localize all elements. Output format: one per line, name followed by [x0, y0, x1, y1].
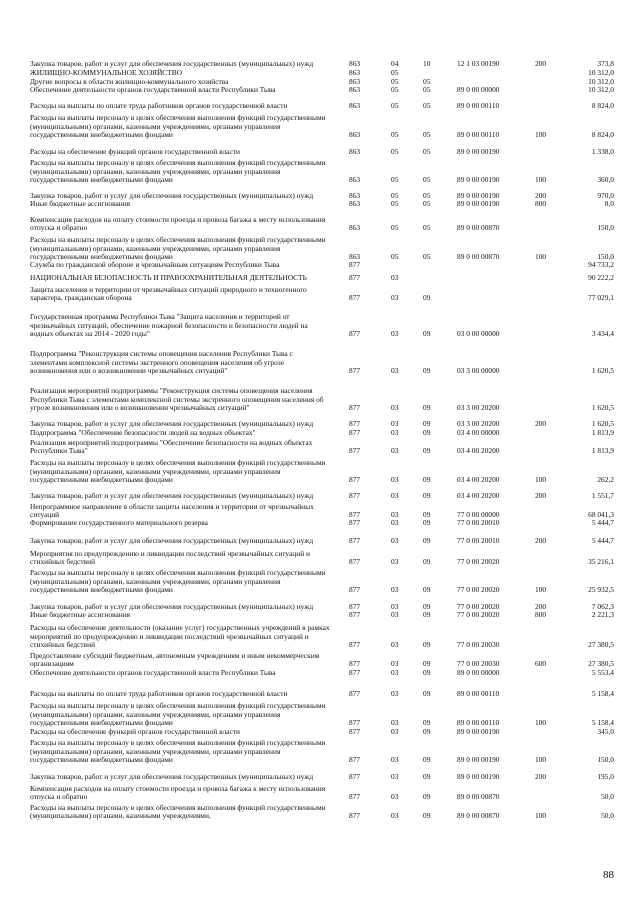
row-amount: 1 620,5	[591, 365, 614, 375]
row-target-article: 77 0 00 20020	[457, 584, 500, 594]
table-row	[0, 259, 640, 269]
row-admin-code: 877	[349, 365, 361, 375]
row-target-article: 89 0 00 00000	[457, 84, 500, 94]
row-amount: 10 312,0	[588, 76, 614, 86]
row-target-article: 77 0 00 20020	[457, 556, 500, 566]
row-expense-type: 600	[535, 658, 547, 668]
row-subsection-code: 09	[423, 402, 431, 412]
row-target-article: 89 0 00 00190	[457, 174, 500, 184]
row-expense-type: 100	[535, 810, 547, 820]
row-section-code: 05	[391, 198, 399, 208]
row-subsection-code: 09	[423, 535, 431, 545]
row-admin-code: 877	[349, 427, 361, 437]
row-amount: 1 551,7	[591, 490, 614, 500]
row-expense-type: 200	[535, 418, 547, 428]
table-row	[0, 568, 640, 594]
row-admin-code: 877	[349, 584, 361, 594]
row-section-code: 05	[391, 129, 399, 139]
row-amount: 1 620,5	[591, 402, 614, 412]
row-section-code: 03	[391, 667, 399, 677]
row-section-code: 03	[391, 639, 399, 649]
row-admin-code: 877	[349, 609, 361, 619]
row-target-article: 03 3 00 00000	[457, 365, 500, 375]
row-expense-type: 100	[535, 174, 547, 184]
row-admin-code: 877	[349, 639, 361, 649]
row-section-code: 03	[391, 658, 399, 668]
row-section-code: 05	[391, 146, 399, 156]
row-amount: 5 444,7	[591, 535, 614, 545]
row-admin-code: 877	[349, 517, 361, 527]
row-subsection-code: 09	[423, 717, 431, 727]
table-row	[0, 113, 640, 139]
row-name: Закупка товаров, работ и услуг для обеспечения государственных (муниципальных) нужд	[30, 601, 314, 611]
table-row	[0, 214, 640, 232]
row-amount: 1 813,9	[591, 445, 614, 455]
row-admin-code: 877	[349, 726, 361, 736]
row-subsection-code: 05	[423, 76, 431, 86]
row-target-article: 89 0 00 00870	[457, 791, 500, 801]
row-amount: 27 380,5	[588, 639, 614, 649]
row-name: Расходы на выплаты персоналу в целях обеспечения выполнения функций государственными (муниципальными) органами, казенными учреждениями, органами управления государственными внебюджетными фондами	[30, 235, 326, 261]
row-subsection-code: 09	[423, 810, 431, 820]
row-name: Закупка товаров, работ и услуг для обеспечения государственных (муниципальных) нужд	[30, 771, 314, 781]
row-section-code: 05	[391, 222, 399, 232]
row-amount: 2 221,3	[591, 609, 614, 619]
row-amount: 262,2	[597, 474, 614, 484]
table-row	[0, 490, 640, 500]
row-target-article: 77 0 00 20030	[457, 639, 500, 649]
row-section-code: 03	[391, 509, 399, 519]
table-row	[0, 158, 640, 184]
row-name: Расходы на обеспечение функций органов государственной власти	[30, 146, 240, 156]
row-subsection-code: 05	[423, 222, 431, 232]
row-target-article: 03 4 00 20200	[457, 445, 500, 455]
row-section-code: 03	[391, 418, 399, 428]
row-section-code: 03	[391, 754, 399, 764]
row-admin-code: 877	[349, 292, 361, 302]
row-target-article: 89 0 00 00110	[457, 717, 500, 727]
row-target-article: 77 0 00 20010	[457, 535, 500, 545]
row-admin-code: 877	[349, 754, 361, 764]
row-name: Другие вопросы в области жилищно-коммунального хозяйства	[30, 76, 229, 86]
row-name: Закупка товаров, работ и услуг для обеспечения государственных (муниципальных) нужд	[30, 58, 314, 68]
row-section-code: 03	[391, 810, 399, 820]
row-subsection-code: 05	[423, 100, 431, 110]
row-name: Реализация мероприятий подпрограммы "Обеспечение безопасности на водных объектах Республики Тыва"	[30, 437, 313, 455]
row-target-article: 89 0 00 00110	[457, 688, 500, 698]
row-section-code: 03	[391, 402, 399, 412]
row-target-article: 89 0 00 00190	[457, 146, 500, 156]
row-admin-code: 877	[349, 771, 361, 781]
row-section-code: 03	[391, 328, 399, 338]
row-section-code: 03	[391, 584, 399, 594]
row-subsection-code: 10	[423, 58, 431, 68]
row-amount: 77 029,1	[588, 292, 614, 302]
row-admin-code: 863	[349, 190, 361, 200]
row-amount: 27 380,5	[588, 658, 614, 668]
row-amount: 345,0	[597, 726, 614, 736]
row-subsection-code: 09	[423, 658, 431, 668]
row-amount: 970,0	[597, 190, 614, 200]
row-target-article: 89 0 00 00190	[457, 198, 500, 208]
row-section-code: 05	[391, 251, 399, 261]
row-section-code: 05	[391, 76, 399, 86]
table-row	[0, 349, 640, 375]
row-target-article: 89 0 00 00870	[457, 251, 500, 261]
row-amount: 5 158,4	[591, 717, 614, 727]
table-row	[0, 535, 640, 545]
row-admin-code: 863	[349, 251, 361, 261]
row-subsection-code: 09	[423, 726, 431, 736]
row-expense-type: 200	[535, 601, 547, 611]
row-admin-code: 863	[349, 174, 361, 184]
row-name: Реализация мероприятий подпрограммы "Реконструкция системы оповещения населения Республики Тыва с элементами комплексной системы экстренного оповещения населения об угрозе возникновения или о возникновении чрезвычайных ситуаций"	[30, 386, 324, 412]
row-name: Закупка товаров, работ и услуг для обеспечения государственных (муниципальных) нужд	[30, 190, 314, 200]
row-subsection-code: 09	[423, 771, 431, 781]
row-expense-type: 200	[535, 190, 547, 200]
row-target-article: 77 0 00 20030	[457, 658, 500, 668]
row-subsection-code: 09	[423, 556, 431, 566]
table-row	[0, 667, 640, 677]
row-admin-code: 877	[349, 474, 361, 484]
row-admin-code: 863	[349, 198, 361, 208]
row-name: Подпрограмма "Обеспечение безопасности людей на водных объектах"	[30, 427, 256, 437]
row-subsection-code: 09	[423, 418, 431, 428]
row-subsection-code: 09	[423, 667, 431, 677]
table-row	[0, 146, 640, 156]
table-row	[0, 272, 640, 282]
row-amount: 25 932,5	[588, 584, 614, 594]
row-target-article: 77 0 00 20020	[457, 609, 500, 619]
row-expense-type: 200	[535, 58, 547, 68]
row-admin-code: 877	[349, 667, 361, 677]
row-target-article: 89 0 00 00110	[457, 129, 500, 139]
row-expense-type: 100	[535, 474, 547, 484]
row-subsection-code: 09	[423, 445, 431, 455]
row-expense-type: 100	[535, 754, 547, 764]
row-subsection-code: 09	[423, 791, 431, 801]
row-amount: 150,0	[597, 251, 614, 261]
row-target-article: 89 0 00 00870	[457, 222, 500, 232]
row-expense-type: 100	[535, 129, 547, 139]
row-admin-code: 877	[349, 658, 361, 668]
row-admin-code: 863	[349, 67, 361, 77]
row-name: Непрограммное направление в области защиты населения и территории от чрезвычайных ситуаций	[30, 501, 314, 519]
row-subsection-code: 09	[423, 609, 431, 619]
row-target-article: 77 0 00 20010	[457, 517, 500, 527]
row-admin-code: 877	[349, 601, 361, 611]
row-subsection-code: 09	[423, 292, 431, 302]
row-name: Подпрограмма "Реконструкция системы оповещения населения Республики Тыва с элементами комплексной системы экстренного оповещения населения об угрозе возникновения или о возникновении чрезвычайных ситуаций"	[30, 349, 293, 375]
row-subsection-code: 09	[423, 517, 431, 527]
row-section-code: 03	[391, 771, 399, 781]
row-target-article: 89 0 00 00190	[457, 726, 500, 736]
row-amount: 1 620,5	[591, 418, 614, 428]
row-name: Расходы на выплаты персоналу в целях обеспечения выполнения функций государственными (муниципальными) органами, казенными учреждениями, органами управления государственными внебюджетными фондами	[30, 701, 326, 727]
row-subsection-code: 05	[423, 251, 431, 261]
table-row	[0, 198, 640, 208]
page-number: 88	[603, 869, 614, 881]
table-row	[0, 609, 640, 619]
row-expense-type: 100	[535, 584, 547, 594]
row-subsection-code: 05	[423, 198, 431, 208]
row-amount: 373,8	[597, 58, 614, 68]
row-subsection-code: 09	[423, 688, 431, 698]
row-amount: 360,0	[597, 174, 614, 184]
row-name: Расходы на выплаты по оплате труда работников органов государственной власти	[30, 688, 288, 698]
row-name: Защита населения и территории от чрезвычайных ситуаций природного и техногенного характера, гражданская оборона	[30, 284, 307, 302]
table-row	[0, 548, 640, 566]
row-section-code: 03	[391, 717, 399, 727]
row-section-code: 05	[391, 67, 399, 77]
table-row	[0, 284, 640, 302]
row-expense-type: 800	[535, 609, 547, 619]
row-name: Расходы на выплаты персоналу в целях обеспечения выполнения функций государственными (муниципальными) органами, казенными учреждениями, органами управления государственными внебюджетными фондами	[30, 568, 326, 594]
row-expense-type: 100	[535, 251, 547, 261]
row-expense-type: 200	[535, 771, 547, 781]
row-expense-type: 200	[535, 535, 547, 545]
row-admin-code: 877	[349, 328, 361, 338]
row-name: Расходы на выплаты персоналу в целях обеспечения выполнения функций государственными (муниципальными) органами, казенными учреждениями,	[30, 802, 326, 820]
row-amount: 8 824,0	[591, 100, 614, 110]
row-amount: 1 338,0	[591, 146, 614, 156]
row-section-code: 03	[391, 556, 399, 566]
row-amount: 10 312,0	[588, 84, 614, 94]
row-target-article: 03 0 00 00000	[457, 328, 500, 338]
row-expense-type: 800	[535, 198, 547, 208]
row-subsection-code: 09	[423, 328, 431, 338]
row-target-article: 03 4 00 00000	[457, 427, 500, 437]
row-subsection-code: 09	[423, 490, 431, 500]
row-subsection-code: 09	[423, 509, 431, 519]
row-subsection-code: 05	[423, 129, 431, 139]
row-section-code: 03	[391, 474, 399, 484]
row-subsection-code: 09	[423, 584, 431, 594]
row-name: Иные бюджетные ассигнования	[30, 609, 131, 619]
row-target-article: 89 0 00 00190	[457, 754, 500, 764]
row-name: Компенсация расходов на оплату стоимости проезда и провоза багажа к месту использования отпуска и обратно	[30, 214, 326, 232]
row-name: ЖИЛИЩНО-КОММУНАЛЬНОЕ ХОЗЯЙСТВО	[30, 67, 183, 77]
table-row	[0, 427, 640, 437]
row-section-code: 05	[391, 84, 399, 94]
row-target-article: 89 0 00 00110	[457, 100, 500, 110]
table-row	[0, 458, 640, 484]
row-target-article: 89 0 00 00870	[457, 810, 500, 820]
table-row	[0, 623, 640, 649]
row-subsection-code: 09	[423, 639, 431, 649]
row-name: Расходы на выплаты персоналу в целях обеспечения выполнения функций государственными (муниципальными) органами, казенными учреждениями, органами управления государственными внебюджетными фондами	[30, 113, 326, 139]
row-name: Расходы на выплаты персоналу в целях обеспечения выполнения функций государственными (муниципальными) органами, казенными учреждениями, органами управления государственными внебюджетными фондами	[30, 458, 326, 484]
row-admin-code: 877	[349, 509, 361, 519]
table-row	[0, 312, 640, 338]
row-amount: 8,0	[604, 198, 614, 208]
row-section-code: 03	[391, 517, 399, 527]
row-name: Обеспечение деятельности органов государственной власти Республики Тыва	[30, 84, 276, 94]
row-section-code: 03	[391, 365, 399, 375]
row-admin-code: 877	[349, 717, 361, 727]
table-row	[0, 517, 640, 527]
row-target-article: 03 4 00 20200	[457, 474, 500, 484]
row-section-code: 03	[391, 292, 399, 302]
table-row	[0, 783, 640, 801]
row-name: Компенсация расходов на оплату стоимости проезда и провоза багажа к месту использования отпуска и обратно	[30, 783, 326, 801]
row-name: Мероприятия по предупреждению и ликвидации последствий чрезвычайных ситуаций и стихийных бедствий	[30, 548, 310, 566]
row-amount: 94 733,2	[588, 259, 614, 269]
row-subsection-code: 05	[423, 190, 431, 200]
row-amount: 50,0	[601, 791, 614, 801]
row-admin-code: 877	[349, 556, 361, 566]
row-section-code: 03	[391, 445, 399, 455]
row-amount: 68 041,3	[588, 509, 614, 519]
row-admin-code: 863	[349, 146, 361, 156]
row-target-article: 89 0 00 00190	[457, 771, 500, 781]
row-section-code: 04	[391, 58, 399, 68]
row-section-code: 03	[391, 272, 399, 282]
row-admin-code: 877	[349, 490, 361, 500]
row-amount: 8 824,0	[591, 129, 614, 139]
row-subsection-code: 05	[423, 146, 431, 156]
row-admin-code: 877	[349, 791, 361, 801]
row-amount: 50,0	[601, 810, 614, 820]
table-row	[0, 100, 640, 110]
row-amount: 5 444,7	[591, 517, 614, 527]
row-amount: 90 222,2	[588, 272, 614, 282]
row-name: Закупка товаров, работ и услуг для обеспечения государственных (муниципальных) нужд	[30, 418, 314, 428]
row-target-article: 03 3 00 20200	[457, 402, 500, 412]
row-name: Расходы на обеспечение функций органов государственной власти	[30, 726, 240, 736]
row-amount: 5 158,4	[591, 688, 614, 698]
row-subsection-code: 05	[423, 84, 431, 94]
row-amount: 150,0	[597, 222, 614, 232]
row-amount: 10 312,0	[588, 67, 614, 77]
row-name: Расходы на выплаты персоналу в целях обеспечения выполнения функций государственными (муниципальными) органами, казенными учреждениями, органами управления государственными внебюджетными фондами	[30, 738, 326, 764]
row-amount: 195,0	[597, 771, 614, 781]
row-name: Формирование государственного материального резерва	[30, 517, 208, 527]
row-subsection-code: 05	[423, 174, 431, 184]
row-subsection-code: 09	[423, 474, 431, 484]
row-target-article: 77 0 00 00000	[457, 509, 500, 519]
row-name: Иные бюджетные ассигнования	[30, 198, 131, 208]
row-section-code: 03	[391, 490, 399, 500]
row-section-code: 05	[391, 100, 399, 110]
row-admin-code: 877	[349, 402, 361, 412]
row-admin-code: 863	[349, 84, 361, 94]
row-target-article: 12 1 03 00190	[457, 58, 500, 68]
table-row	[0, 386, 640, 412]
row-target-article: 89 0 00 00190	[457, 190, 500, 200]
table-row	[0, 738, 640, 764]
row-target-article: 03 4 00 20200	[457, 490, 500, 500]
row-amount: 5 553,4	[591, 667, 614, 677]
row-subsection-code: 09	[423, 601, 431, 611]
row-target-article: 77 0 00 20020	[457, 601, 500, 611]
table-row	[0, 84, 640, 94]
row-amount: 35 216,1	[588, 556, 614, 566]
row-admin-code: 877	[349, 445, 361, 455]
row-admin-code: 877	[349, 810, 361, 820]
row-amount: 1 813,9	[591, 427, 614, 437]
row-name: Расходы на обеспечение деятельности (оказание услуг) государственных учреждений в рамках мероприятий по предупреждению и ликвидации последствий чрезвычайных ситуаций и стихийных бедствий	[30, 623, 330, 649]
row-section-code: 05	[391, 190, 399, 200]
row-name: Обеспечение деятельности органов государственной власти Республики Тыва	[30, 667, 276, 677]
row-section-code: 03	[391, 688, 399, 698]
row-section-code: 03	[391, 535, 399, 545]
row-admin-code: 863	[349, 58, 361, 68]
table-row	[0, 726, 640, 736]
row-name: Предоставление субсидий бюджетным, автономным учреждениям и иным некоммерческим организациям	[30, 650, 320, 668]
row-name: Расходы на выплаты по оплате труда работников органов государственной власти	[30, 100, 288, 110]
row-amount: 3 434,4	[591, 328, 614, 338]
row-amount: 150,0	[597, 754, 614, 764]
row-admin-code: 877	[349, 272, 361, 282]
row-admin-code: 863	[349, 76, 361, 86]
row-subsection-code: 09	[423, 365, 431, 375]
row-target-article: 03 3 00 20200	[457, 418, 500, 428]
table-row	[0, 802, 640, 820]
row-name: Закупка товаров, работ и услуг для обеспечения государственных (муниципальных) нужд	[30, 535, 314, 545]
row-name: Закупка товаров, работ и услуг для обеспечения государственных (муниципальных) нужд	[30, 490, 314, 500]
row-name: Государственная программа Республики Тыва "Защита населения и территорий от чрезвычайных ситуаций, обеспечение пожарной безопасности и безопасности людей на водных объектах на 2014 - 2020 годы"	[30, 312, 308, 338]
row-admin-code: 877	[349, 688, 361, 698]
row-name: Расходы на выплаты персоналу в целях обеспечения выполнения функций государственными (муниципальными) органами, казенными учреждениями, органами управления государственными внебюджетными фондами	[30, 158, 326, 184]
row-name: НАЦИОНАЛЬНАЯ БЕЗОПАСНОСТЬ И ПРАВООХРАНИТЕЛЬНАЯ ДЕЯТЕЛЬНОСТЬ	[30, 272, 307, 282]
row-admin-code: 877	[349, 535, 361, 545]
row-expense-type: 200	[535, 490, 547, 500]
row-admin-code: 863	[349, 100, 361, 110]
row-expense-type: 100	[535, 717, 547, 727]
row-admin-code: 877	[349, 259, 361, 269]
row-admin-code: 877	[349, 418, 361, 428]
row-admin-code: 863	[349, 129, 361, 139]
table-row	[0, 688, 640, 698]
row-section-code: 03	[391, 427, 399, 437]
row-name: Служба по гражданской обороне и чрезвычайным ситуациям Республики Тыва	[30, 259, 280, 269]
row-section-code: 03	[391, 609, 399, 619]
table-row	[0, 437, 640, 455]
row-subsection-code: 09	[423, 427, 431, 437]
row-amount: 7 062,3	[591, 601, 614, 611]
row-subsection-code: 09	[423, 754, 431, 764]
table-row	[0, 771, 640, 781]
row-target-article: 89 0 00 00000	[457, 667, 500, 677]
row-section-code: 03	[391, 601, 399, 611]
row-section-code: 03	[391, 726, 399, 736]
row-section-code: 03	[391, 791, 399, 801]
row-section-code: 05	[391, 174, 399, 184]
row-admin-code: 863	[349, 222, 361, 232]
